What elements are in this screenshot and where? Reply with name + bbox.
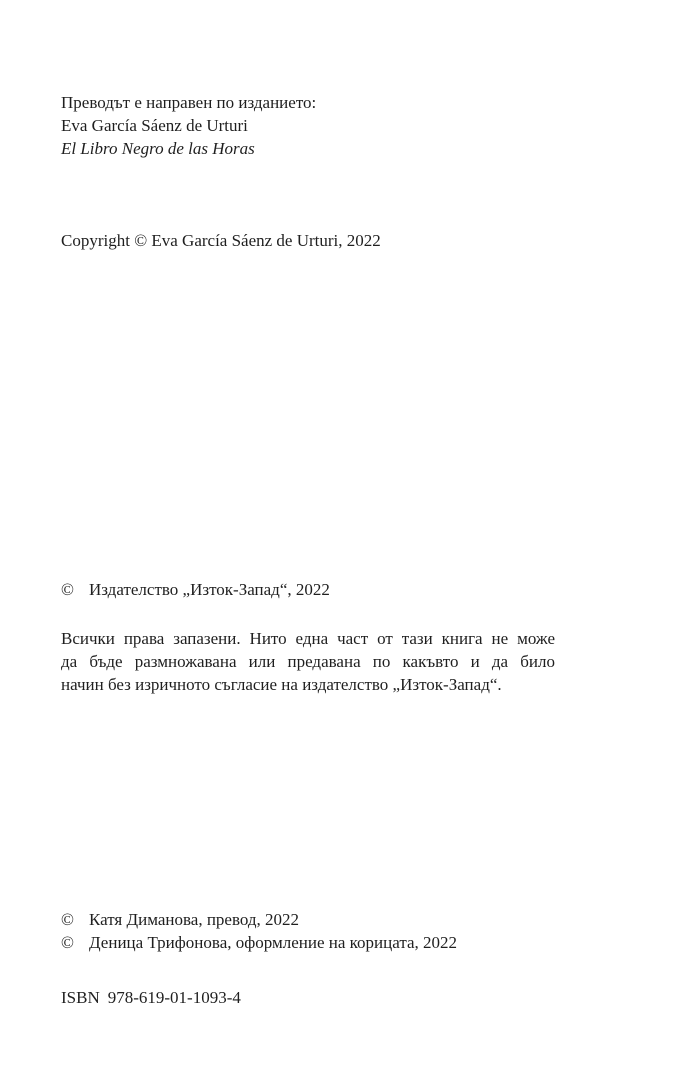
isbn-value: 978-619-01-1093-4: [107, 988, 241, 1007]
rights-notice-line: Всички права запазени. Нито една част от тази книга не може: [61, 629, 555, 648]
translator-credit-text: Катя Диманова, превод, 2022: [89, 910, 300, 929]
isbn-block: [61, 986, 641, 1009]
credits-block: [61, 908, 641, 954]
isbn: [61, 986, 641, 1009]
copyright-symbol: ©: [61, 910, 74, 929]
copyright-symbol: ©: [61, 933, 74, 952]
publisher-copyright: [61, 578, 641, 601]
rights-notice-line: да бъде размножавана или предавана по какъвто и да било: [61, 652, 555, 671]
copyright-symbol: ©: [61, 580, 74, 599]
author-copyright-block: [61, 229, 641, 252]
rights-notice-block: [61, 627, 555, 696]
original-edition-block: [61, 91, 641, 160]
isbn-label: ISBN: [61, 988, 100, 1007]
cover-design-credit: [61, 931, 641, 954]
original-title: El Libro Negro de las Horas: [61, 139, 255, 158]
author-copyright: Copyright © Eva García Sáenz de Urturi, 2022: [61, 231, 381, 250]
cover-design-credit-text: Деница Трифонова, оформление на корицата, 2022: [89, 933, 458, 952]
publisher-copyright-text: Издателство „Изток-Запад“, 2022: [89, 580, 330, 599]
publisher-copyright-block: [61, 578, 641, 601]
translator-credit: [61, 908, 641, 931]
rights-notice-line: начин без изричното съгласие на издателство „Изток-Запад“.: [61, 675, 502, 694]
original-author: Eva García Sáenz de Urturi: [61, 116, 248, 135]
translation-source-note: Преводът е направен по изданието:: [61, 93, 317, 112]
